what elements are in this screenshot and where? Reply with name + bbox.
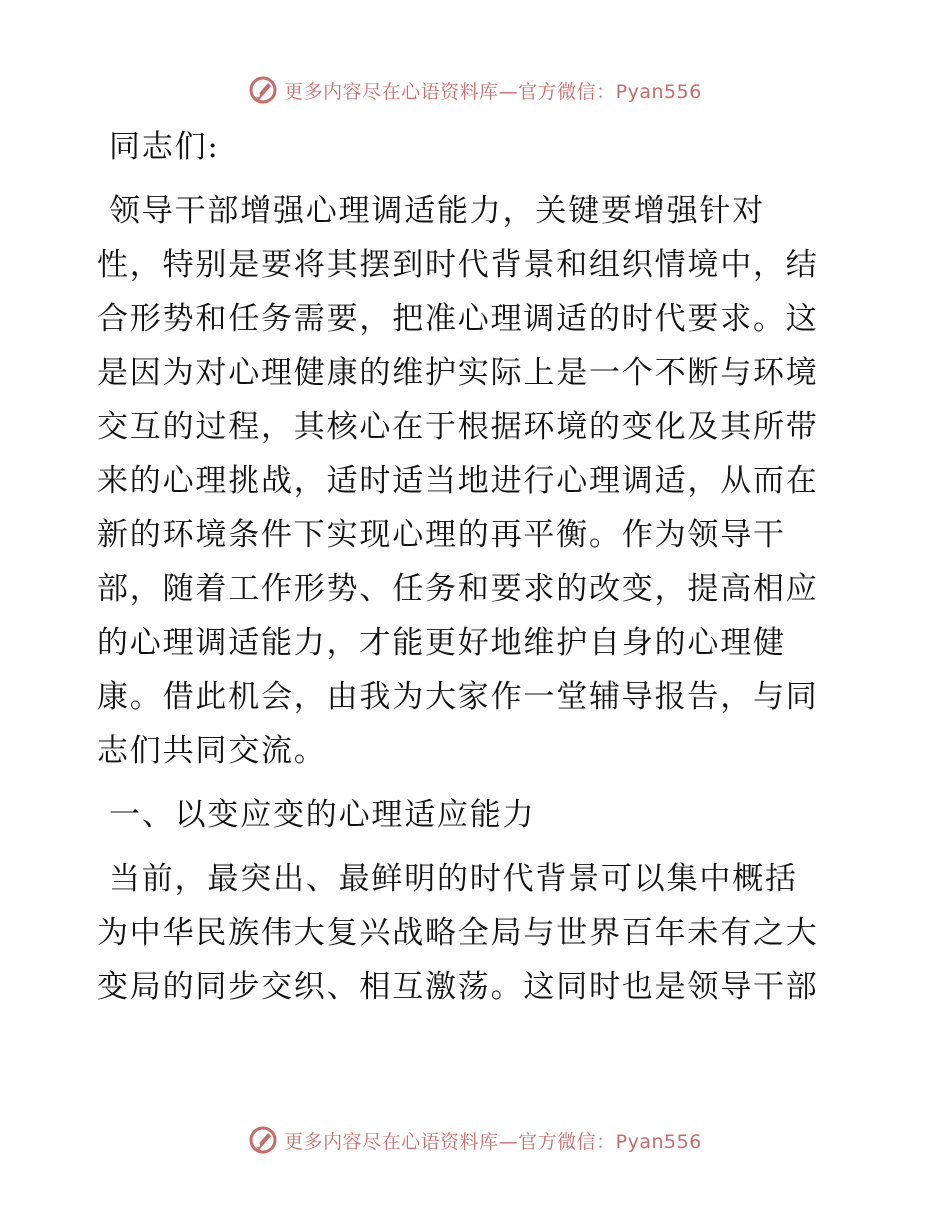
paragraph-line: 领导干部增强心理调适能力，关键要增强针对 [109, 193, 765, 229]
paragraph-line: 志们共同交流。 [97, 733, 327, 769]
salutation: 同志们: [109, 129, 220, 165]
paragraph-1 [97, 184, 849, 778]
footer-banner [0, 1120, 950, 1160]
paragraph-line: 性，特别是要将其摆到时代背景和组织情境中，结 [97, 247, 819, 283]
paragraph-line: 变局的同步交织、相互激荡。这同时也是领导干部 [97, 969, 819, 1005]
paragraph-line: 康。借此机会，由我为大家作一堂辅导报告，与同 [97, 679, 819, 715]
document-body [97, 120, 849, 1014]
paragraph-line: 合形势和任务需要，把准心理调适的时代要求。这 [97, 301, 819, 337]
pen-logo-icon [248, 75, 278, 105]
paragraph-line: 部，随着工作形势、任务和要求的改变，提高相应 [97, 571, 819, 607]
paragraph-line: 交互的过程，其核心在于根据环境的变化及其所带 [97, 409, 819, 445]
header-banner-text: 更多内容尽在心语资料库—官方微信：Pyan556 [284, 80, 702, 103]
header-banner [0, 70, 950, 110]
paragraph-line: 新的环境条件下实现心理的再平衡。作为领导干 [97, 517, 786, 553]
paragraph-2 [97, 852, 849, 1014]
paragraph-line: 当前，最突出、最鲜明的时代背景可以集中概括 [109, 861, 798, 897]
paragraph-line: 为中华民族伟大复兴战略全局与世界百年未有之大 [97, 915, 819, 951]
paragraph-line: 是因为对心理健康的维护实际上是一个不断与环境 [97, 355, 819, 391]
pen-logo-icon [248, 1125, 278, 1155]
paragraph-line: 的心理调适能力，才能更好地维护自身的心理健 [97, 625, 786, 661]
section-heading: 一、以变应变的心理适应能力 [109, 797, 536, 833]
paragraph-line: 来的心理挑战，适时适当地进行心理调适，从而在 [97, 463, 819, 499]
footer-banner-text: 更多内容尽在心语资料库—官方微信：Pyan556 [284, 1130, 702, 1153]
